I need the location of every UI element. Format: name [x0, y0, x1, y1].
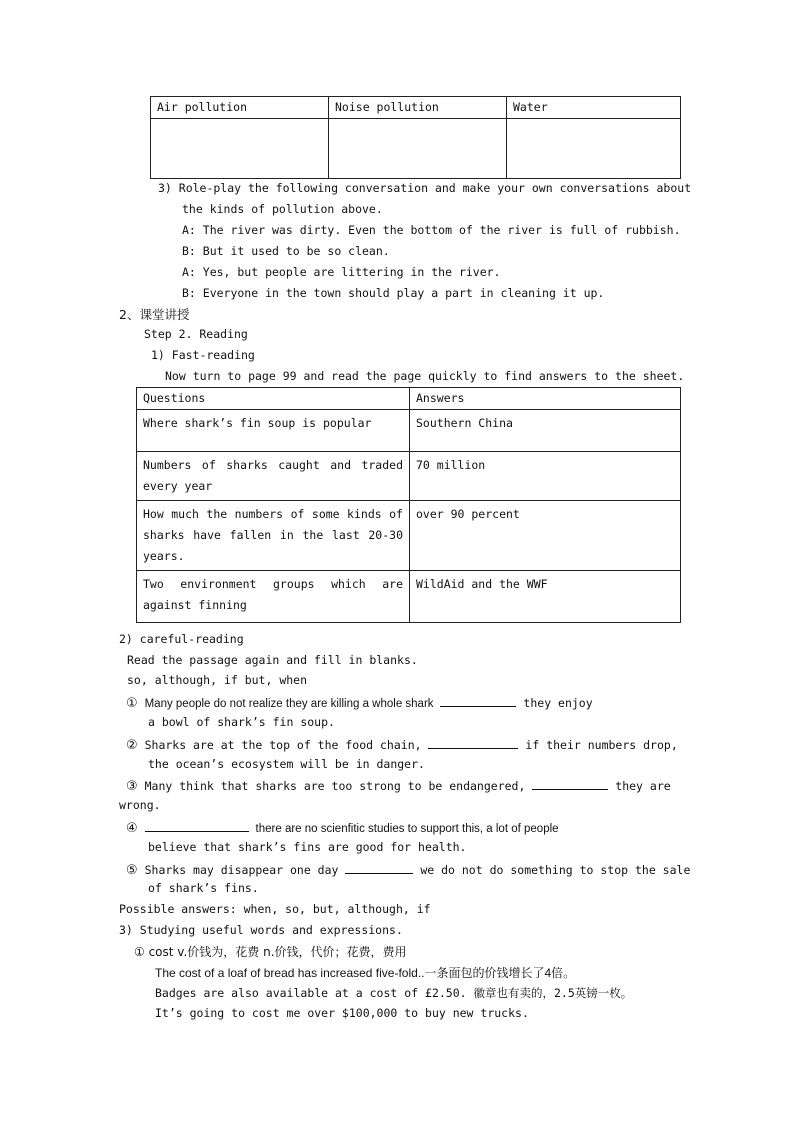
subsection-heading: 1) Fast-reading — [151, 348, 255, 362]
item-number: ⑤ — [126, 863, 138, 878]
dialogue-line: B: But it used to be so clean. — [182, 244, 390, 258]
dialogue-line: B: Everyone in the town should play a part in cleaning it up. — [182, 286, 605, 300]
table-row — [137, 571, 681, 623]
fill-item — [126, 819, 559, 836]
table-row — [151, 119, 681, 179]
answer-cell: over 90 percent — [410, 501, 681, 571]
answers-table — [136, 387, 681, 623]
item-number: ④ — [126, 821, 138, 836]
item-number: ① — [126, 696, 138, 711]
table-row — [137, 410, 681, 452]
item-continuation: believe that shark’s fins are good for health. — [148, 840, 467, 854]
empty-cell — [507, 119, 681, 179]
step-heading: Step 2. Reading — [144, 327, 248, 341]
table-header-cell: Noise pollution — [329, 97, 507, 119]
possible-answers: Possible answers: when, so, but, although, if — [119, 902, 431, 916]
item-continuation: wrong. — [119, 798, 161, 812]
item-text: if their numbers drop, — [525, 738, 678, 752]
answer-cell: Southern China — [410, 410, 681, 452]
answer-blank[interactable] — [428, 736, 518, 749]
empty-cell — [151, 119, 329, 179]
item-text: Sharks may disappear one day — [144, 863, 339, 877]
table-header-cell: Answers — [410, 388, 681, 410]
item-continuation: a bowl of shark’s fin soup. — [148, 715, 335, 729]
fill-item — [126, 694, 593, 711]
word-bank: so, although, if but, when — [127, 673, 308, 687]
answer-blank[interactable] — [440, 694, 516, 707]
fill-item — [126, 861, 690, 878]
answer-blank[interactable] — [345, 861, 413, 874]
answer-cell: 70 million — [410, 452, 681, 501]
question-cell: Numbers of sharks caught and traded every year — [137, 452, 410, 501]
subsection-heading: 2) careful-reading — [119, 632, 244, 646]
dialogue-line: A: Yes, but people are littering in the river. — [182, 265, 501, 279]
answer-blank[interactable] — [145, 819, 249, 832]
item-continuation: of shark’s fins. — [148, 881, 259, 895]
example-sentence: It’s going to cost me over $100,000 to buy new trucks. — [155, 1006, 529, 1020]
example-sentence: The cost of a loaf of bread has increased five-fold..一条面包的价钱增长了4倍。 — [155, 966, 576, 980]
item-text: Sharks are at the top of the food chain, — [144, 738, 422, 752]
item-text: Many think that sharks are too strong to be endangered, — [144, 779, 526, 793]
item-text: there are no scienfitic studies to support this, a lot of people — [255, 823, 559, 835]
empty-cell — [329, 119, 507, 179]
roleplay-instruction: 3) Role-play the following conversation and make your own conversations about — [158, 181, 692, 195]
item-text: we do not do something to stop the sale — [420, 863, 691, 877]
section-heading: 2、课堂讲授 — [119, 307, 190, 322]
pollution-table — [150, 96, 681, 179]
dialogue-line: A: The river was dirty. Even the bottom of the river is full of rubbish. — [182, 223, 681, 237]
answer-cell: WildAid and the WWF — [410, 571, 681, 623]
item-number: ② — [126, 738, 138, 753]
fast-reading-instruction: Now turn to page 99 and read the page quickly to find answers to the sheet. — [165, 369, 685, 383]
item-text: Many people do not realize they are killing a whole shark — [144, 698, 434, 710]
example-sentence: Badges are also available at a cost of £2.50. 徽章也有卖的，2.5英镑一枚。 — [155, 986, 633, 1000]
item-number: ③ — [126, 779, 138, 794]
answer-blank[interactable] — [532, 777, 608, 790]
table-row — [151, 97, 681, 119]
table-row — [137, 388, 681, 410]
item-text: they are — [615, 779, 671, 793]
table-row — [137, 501, 681, 571]
subsection-heading: 3) Studying useful words and expressions. — [119, 923, 403, 937]
vocab-entry: ① cost v.价钱为，花费 n.价钱，代价；花费，费用 — [134, 945, 407, 959]
question-cell: How much the numbers of some kinds of sharks have fallen in the last 20-30 years. — [137, 501, 410, 571]
table-header-cell: Questions — [137, 388, 410, 410]
table-header-cell: Air pollution — [151, 97, 329, 119]
table-row — [137, 452, 681, 501]
question-cell: Where shark’s fin soup is popular — [137, 410, 410, 452]
roleplay-instruction-cont: the kinds of pollution above. — [182, 202, 383, 216]
item-text: they enjoy — [523, 696, 593, 710]
careful-instruction: Read the passage again and fill in blanks. — [127, 653, 418, 667]
table-header-cell: Water — [507, 97, 681, 119]
question-cell: Two environment groups which are against finning — [137, 571, 410, 623]
fill-item — [126, 736, 678, 753]
item-continuation: the ocean’s ecosystem will be in danger. — [148, 757, 425, 771]
fill-item — [126, 777, 671, 794]
